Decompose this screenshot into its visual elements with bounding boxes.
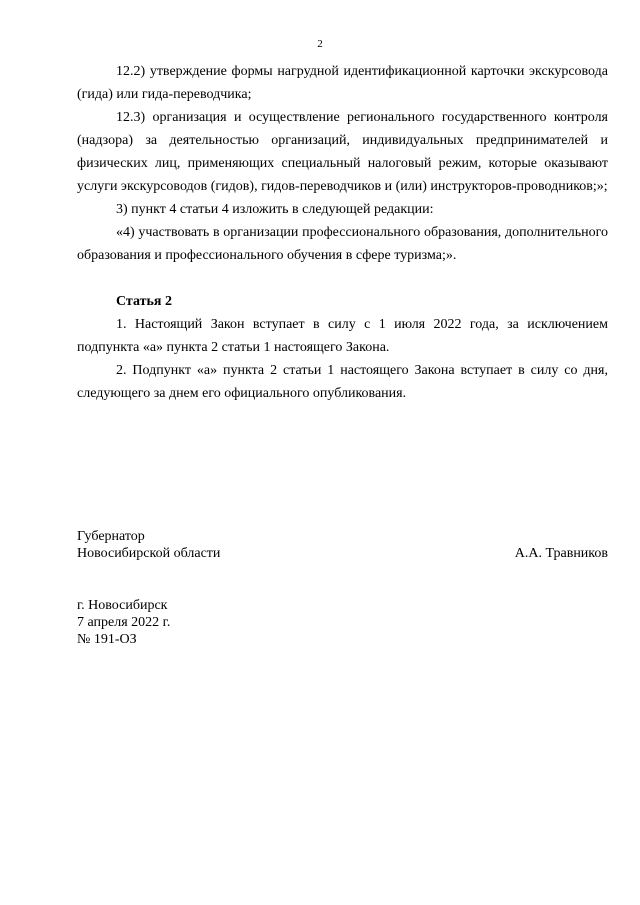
law-body — [77, 60, 608, 405]
page-number: 2 — [317, 38, 323, 50]
signatory-region: Новосибирской области — [77, 546, 221, 561]
paragraph-item-4: «4) участвовать в организации профессионального образования, дополнительного образования и профессионального обучения в сфере туризма;». — [77, 225, 608, 263]
article-2-paragraph-1: 1. Настоящий Закон вступает в силу с 1 июля 2022 года, за исключением подпункта «а» пункта 2 статьи 1 настоящего Закона. — [77, 317, 608, 355]
signatory-row — [77, 545, 608, 562]
signatory-name: А.А. Травников — [514, 546, 608, 561]
place-date-block — [77, 597, 170, 648]
paragraph-12-2: 12.2) утверждение формы нагрудной идентификационной карточки экскурсовода (гида) или гида-переводчика; — [77, 64, 608, 102]
article-2-paragraph-2: 2. Подпункт «а» пункта 2 статьи 1 настоящего Закона вступает в силу со дня, следующего за днем его официального опубликования. — [77, 363, 608, 401]
law-number: № 191-ОЗ — [77, 632, 137, 647]
city: г. Новосибирск — [77, 598, 168, 613]
paragraph-item-3: 3) пункт 4 статьи 4 изложить в следующей редакции: — [116, 202, 434, 217]
paragraph-12-3: 12.3) организация и осуществление регионального государственного контроля (надзора) за деятельностью организаций, индивидуальных предпринимателей и физических лиц, применяющих специальный налоговый режим, которые оказывают услуги экскурсоводов (гидов), гидов-переводчиков и (или) инструкторов-проводников;»; — [77, 110, 608, 194]
article-heading: Статья 2 — [116, 294, 172, 309]
signatory-title: Губернатор — [77, 529, 145, 544]
law-date: 7 апреля 2022 г. — [77, 615, 171, 630]
signature-block — [77, 528, 608, 562]
